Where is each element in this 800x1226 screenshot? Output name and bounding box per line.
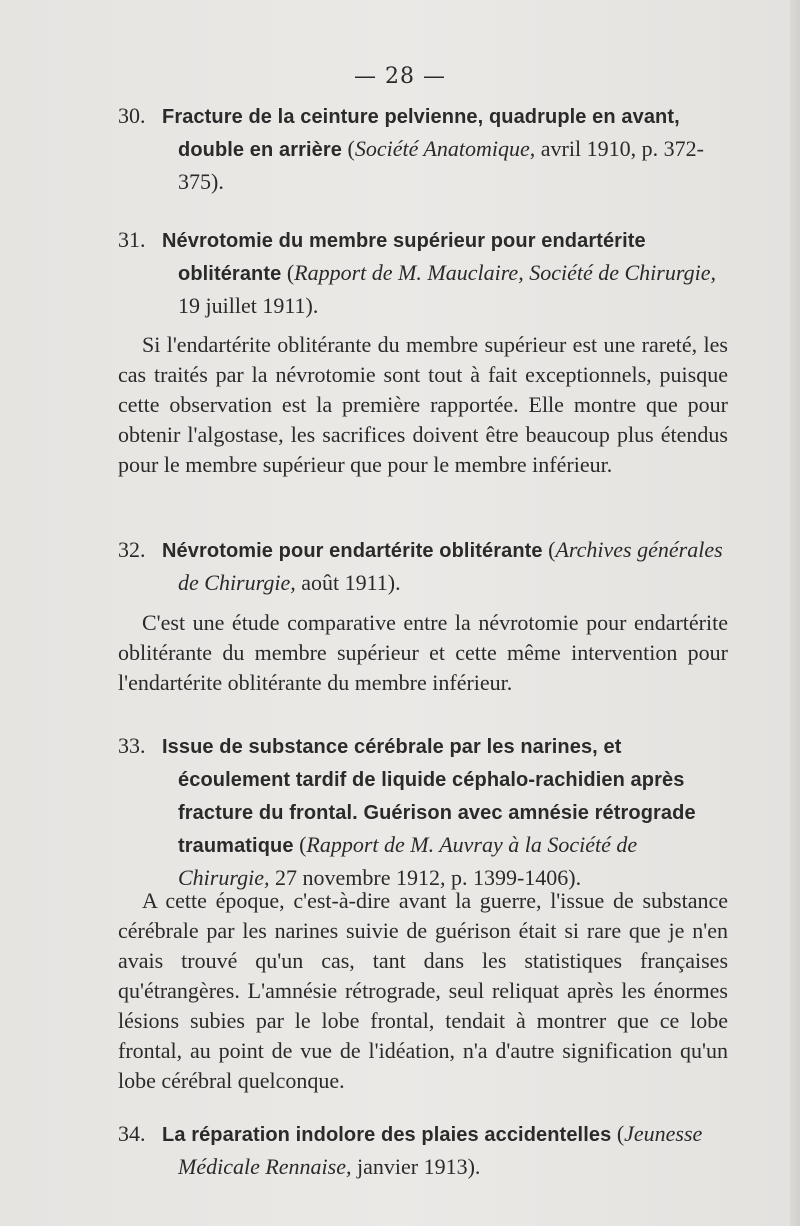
entry-ref-rest: 27 novembre 1912, p. 1399-1406).: [269, 865, 582, 890]
entry-ref-source: Jeunesse Médicale Rennaise,: [178, 1121, 703, 1179]
page-edge: [790, 0, 800, 1226]
entry-number: 30.: [118, 103, 146, 128]
entry-ref-open: (: [341, 136, 355, 161]
entry-ref-rest: août 1911).: [295, 570, 401, 595]
entry-ref-open: (: [293, 832, 307, 857]
entry-32: [118, 534, 728, 599]
entry-number: 32.: [118, 537, 146, 562]
entry-30: [118, 100, 728, 198]
entry-31: [118, 224, 728, 322]
page-number: — 28 —: [354, 64, 446, 89]
entry-ref-open: (: [611, 1121, 625, 1146]
entry-ref-source: Rapport de M. Auvray à la Société de Chirurgie,: [178, 832, 638, 890]
entry-title: Fracture de la ceinture pelvienne, quadruple en avant, double en arrière: [162, 106, 680, 161]
entry-33: [118, 730, 728, 894]
entry-title: Issue de substance cérébrale par les narines, et écoulement tardif de liquide céphalo-rachidien après fracture du frontal. Guérison avec amnésie rétrograde traumatique: [162, 736, 696, 857]
entry-34: [118, 1118, 728, 1183]
entry-33-paragraph: A cette époque, c'est-à-dire avant la guerre, l'issue de substance cérébrale par les narines suivie de guérison était si rare que je n'en avais trouvé qu'un cas, tant dans les statistiques françaises qu'étrangères. L'amnésie rétrograde, seul reliquat après les énormes lésions subies par le lobe frontal, tendait à montrer que ce lobe frontal, au point de vue de l'idéation, n'a d'autre signification qu'un lobe cérébral quelconque.: [118, 888, 728, 1093]
entry-number: 33.: [118, 733, 146, 758]
entry-number: 34.: [118, 1121, 146, 1146]
entry-title: La réparation indolore des plaies accidentelles: [162, 1124, 612, 1146]
entry-ref-source: Rapport de M. Mauclaire, Société de Chirurgie,: [294, 260, 716, 285]
entry-ref-source: Société Anatomique: [354, 136, 530, 161]
entry-title: Névrotomie pour endartérite oblitérante: [162, 540, 543, 562]
entry-ref-rest: 19 juillet 1911).: [178, 293, 319, 318]
entry-ref-open: (: [281, 260, 295, 285]
entry-ref-open: (: [542, 537, 556, 562]
entry-31-paragraph: Si l'endartérite oblitérante du membre supérieur est une rareté, les cas traités par la névrotomie sont tout à fait exceptionnels, puisque cette observation est la première rapportée. Elle montre que pour obtenir l'algostase, les sacrifices doivent être beaucoup plus étendus pour le membre supérieur que pour le membre inférieur.: [118, 332, 728, 477]
entry-ref-rest: janvier 1913).: [351, 1154, 481, 1179]
entry-title: Névrotomie du membre supérieur pour endartérite oblitérante: [162, 230, 646, 285]
entry-number: 31.: [118, 227, 146, 252]
entry-32-paragraph: C'est une étude comparative entre la névrotomie pour endartérite oblitérante du membre supérieur et cette même intervention pour l'endartérite oblitérante du membre inférieur.: [118, 610, 728, 695]
entry-ref-source: Archives générales de Chirurgie,: [178, 537, 723, 595]
entry-ref-rest: , avril 1910, p. 372-375).: [178, 136, 704, 194]
